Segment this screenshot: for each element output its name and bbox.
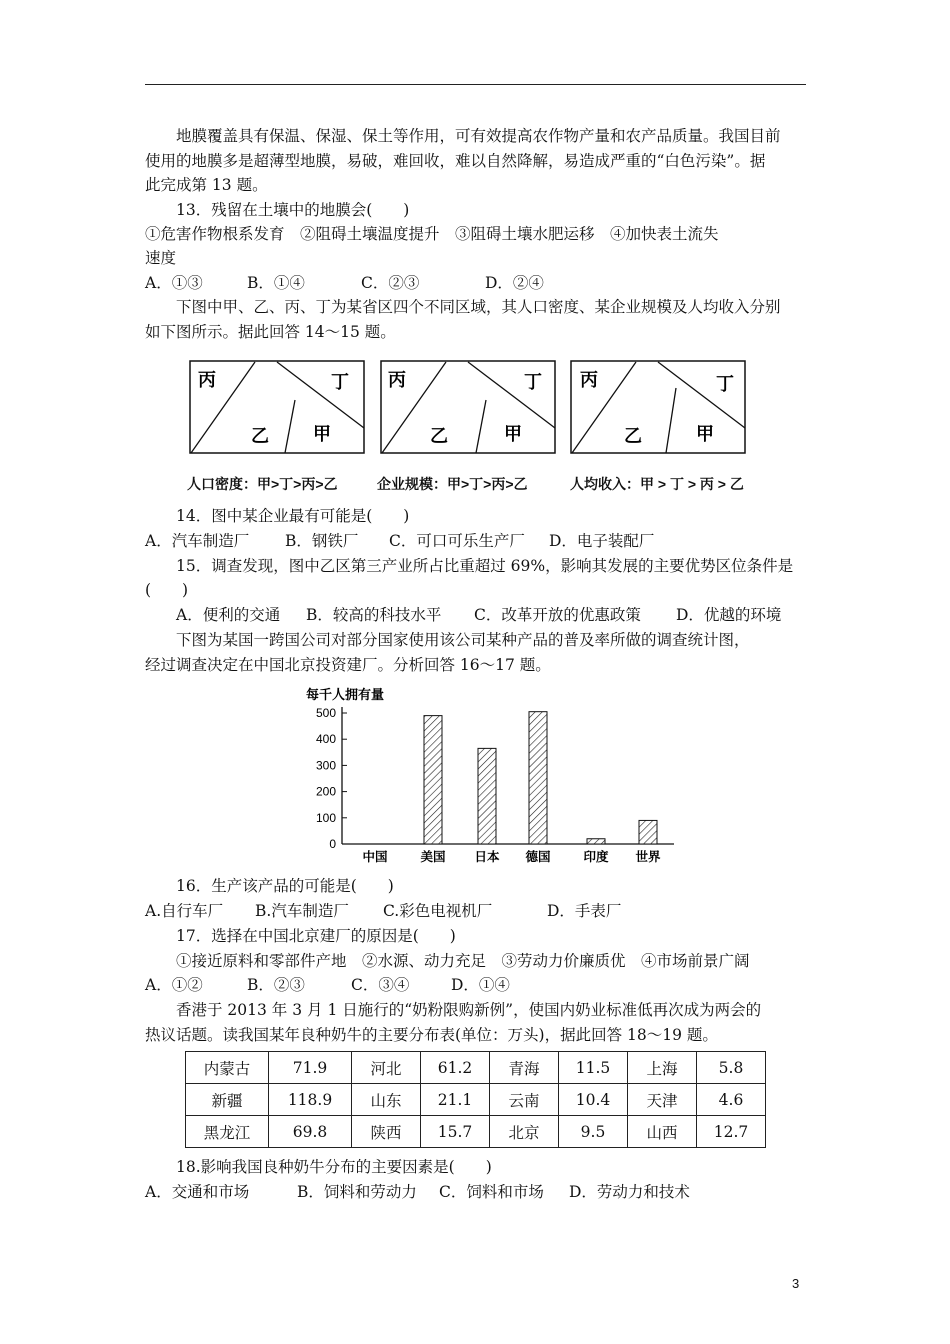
map-2-label-bing: 丙 bbox=[388, 370, 406, 390]
q13-option-a[interactable]: A．①③ bbox=[145, 274, 203, 292]
intro-18-line-1: 香港于 2013 年 3 月 1 日施行的“奶粉限购新例”，使国内奶业标准低再次成为两会的 bbox=[176, 1001, 762, 1019]
q15-option-d[interactable]: D．优越的环境 bbox=[676, 606, 782, 624]
table-cell: 118.9 bbox=[269, 1084, 352, 1116]
q13-stem: 13．残留在土壤中的地膜会( ) bbox=[176, 201, 410, 219]
q14-option-c[interactable]: C．可口可乐生产厂 bbox=[389, 532, 525, 550]
x-tick-label: 德国 bbox=[525, 850, 551, 864]
q17-stem: 17．选择在中国北京建厂的原因是( ) bbox=[176, 927, 456, 945]
q17-options bbox=[145, 975, 510, 995]
table-cell: 内蒙古 bbox=[186, 1052, 269, 1084]
x-tick-label: 美国 bbox=[420, 850, 446, 864]
chart-ylabel: 每千人拥有量 bbox=[306, 687, 385, 702]
q17-option-d[interactable]: D．①④ bbox=[451, 976, 510, 994]
table-cell: 5.8 bbox=[697, 1052, 766, 1084]
map-3-label-jia: 甲 bbox=[696, 424, 714, 444]
table-row bbox=[186, 1084, 766, 1116]
q15-stem-cont: ( ) bbox=[145, 581, 189, 599]
table-cell: 上海 bbox=[628, 1052, 697, 1084]
table-cell: 71.9 bbox=[269, 1052, 352, 1084]
q13-options bbox=[145, 273, 544, 293]
bar-印度 bbox=[587, 839, 605, 844]
q13-option-c[interactable]: C．②③ bbox=[361, 274, 420, 292]
q14-options bbox=[145, 531, 654, 551]
table-cell: 天津 bbox=[628, 1084, 697, 1116]
q18-option-a[interactable]: A．交通和市场 bbox=[145, 1183, 250, 1201]
intro-13-line-1: 地膜覆盖具有保温、保湿、保土等作用，可有效提高农作物产量和农产品质量。我国目前 bbox=[176, 127, 781, 145]
q16-option-a[interactable]: A.自行车厂 bbox=[145, 902, 224, 920]
intro-16-line-2: 经过调查决定在中国北京投资建厂。分析回答 16～17 题。 bbox=[145, 656, 551, 674]
q18-option-c[interactable]: C．饲料和市场 bbox=[439, 1183, 544, 1201]
map-2-caption: 企业规模：甲>丁>丙>乙 bbox=[377, 476, 528, 492]
intro-14-line-2: 如下图所示。据此回答 14～15 题。 bbox=[145, 323, 396, 341]
intro-13-line-3: 此完成第 13 题。 bbox=[145, 176, 268, 194]
q15-option-b[interactable]: B．较高的科技水平 bbox=[306, 606, 442, 624]
table-cell: 青海 bbox=[490, 1052, 559, 1084]
bar-世界 bbox=[639, 820, 657, 844]
x-tick-label: 世界 bbox=[635, 850, 661, 864]
x-axis-labels bbox=[362, 849, 661, 864]
y-tick-label: 400 bbox=[315, 732, 336, 747]
map-1-label-jia: 甲 bbox=[313, 424, 331, 444]
x-tick-label: 中国 bbox=[362, 850, 388, 864]
q18-options bbox=[145, 1182, 690, 1202]
map-2-label-yi: 乙 bbox=[430, 426, 448, 446]
map-3-label-ding: 丁 bbox=[716, 374, 734, 394]
bar-美国 bbox=[424, 716, 442, 844]
table-row bbox=[186, 1052, 766, 1084]
q17-choices: ①接近原料和零部件产地 ②水源、动力充足 ③劳动力价廉质优 ④市场前景广阔 bbox=[176, 952, 750, 970]
q18-option-d[interactable]: D．劳动力和技术 bbox=[569, 1183, 690, 1201]
bar-日本 bbox=[478, 748, 496, 844]
x-tick-label: 日本 bbox=[474, 850, 500, 864]
q15-option-c[interactable]: C．改革开放的优惠政策 bbox=[474, 606, 641, 624]
map-per-capita-income bbox=[570, 360, 746, 454]
q18-option-b[interactable]: B．饲料和劳动力 bbox=[297, 1183, 417, 1201]
ownership-bar-chart bbox=[300, 685, 690, 870]
intro-14-line-1: 下图中甲、乙、丙、丁为某省区四个不同区域，其人口密度、某企业规模及人均收入分别 bbox=[176, 298, 781, 316]
table-cell: 11.5 bbox=[559, 1052, 628, 1084]
table-cell: 61.2 bbox=[421, 1052, 490, 1084]
bar-德国 bbox=[529, 712, 547, 844]
table-cell: 山西 bbox=[628, 1116, 697, 1148]
table-row bbox=[186, 1116, 766, 1148]
q17-option-a[interactable]: A．①② bbox=[145, 976, 203, 994]
table-cell: 10.4 bbox=[559, 1084, 628, 1116]
table-cell: 12.7 bbox=[697, 1116, 766, 1148]
table-cell: 21.1 bbox=[421, 1084, 490, 1116]
q17-option-c[interactable]: C．③④ bbox=[351, 976, 410, 994]
q16-option-c[interactable]: C.彩色电视机厂 bbox=[383, 902, 493, 920]
table-cell: 69.8 bbox=[269, 1116, 352, 1148]
intro-18-line-2: 热议话题。读我国某年良种奶牛的主要分布表(单位：万头)，据此回答 18～19 题。 bbox=[145, 1026, 718, 1044]
q14-stem: 14．图中某企业最有可能是( ) bbox=[176, 507, 410, 525]
map-population-density bbox=[189, 360, 365, 454]
q17-option-b[interactable]: B．②③ bbox=[247, 976, 305, 994]
table-cell: 4.6 bbox=[697, 1084, 766, 1116]
q16-stem: 16．生产该产品的可能是( ) bbox=[176, 877, 394, 895]
y-tick-label: 200 bbox=[315, 784, 336, 799]
y-tick-label: 0 bbox=[329, 837, 336, 851]
y-tick-label: 300 bbox=[315, 758, 336, 773]
table-cell: 云南 bbox=[490, 1084, 559, 1116]
map-3-label-bing: 丙 bbox=[580, 370, 598, 390]
q16-option-d[interactable]: D．手表厂 bbox=[547, 902, 622, 920]
q15-option-a[interactable]: A．便利的交通 bbox=[176, 606, 281, 624]
map-3-caption: 人均收入：甲 > 丁 > 丙 > 乙 bbox=[570, 476, 744, 492]
table-cell: 山东 bbox=[352, 1084, 421, 1116]
x-tick-label: 印度 bbox=[583, 850, 609, 864]
q16-options bbox=[145, 901, 621, 921]
map-2-label-ding: 丁 bbox=[524, 372, 542, 392]
map-enterprise-scale bbox=[380, 360, 556, 454]
map-1-caption: 人口密度：甲>丁>丙>乙 bbox=[187, 476, 338, 492]
q14-option-b[interactable]: B．钢铁厂 bbox=[285, 532, 359, 550]
q18-stem: 18.影响我国良种奶牛分布的主要因素是( ) bbox=[176, 1158, 492, 1176]
table-cell: 陕西 bbox=[352, 1116, 421, 1148]
map-2-label-jia: 甲 bbox=[504, 424, 522, 444]
q15-options bbox=[176, 605, 781, 625]
q15-stem: 15．调查发现，图中乙区第三产业所占比重超过 69%，影响其发展的主要优势区位条件是 bbox=[176, 557, 794, 575]
y-tick-label: 100 bbox=[315, 810, 336, 825]
map-1-label-yi: 乙 bbox=[251, 426, 269, 446]
y-tick-label: 500 bbox=[315, 706, 336, 720]
dairy-cow-table bbox=[185, 1051, 766, 1148]
q13-choices-cont: 速度 bbox=[145, 249, 177, 267]
table-cell: 河北 bbox=[352, 1052, 421, 1084]
bars bbox=[424, 712, 657, 844]
table-cell: 黑龙江 bbox=[186, 1116, 269, 1148]
q13-choices: ①危害作物根系发育 ②阻碍土壤温度提升 ③阻碍土壤水肥运移 ④加快表土流失 bbox=[145, 225, 719, 243]
header-rule bbox=[145, 84, 806, 85]
q16-option-b[interactable]: B.汽车制造厂 bbox=[255, 902, 349, 920]
map-1-label-bing: 丙 bbox=[198, 370, 216, 390]
q14-option-d[interactable]: D．电子装配厂 bbox=[549, 532, 655, 550]
table-cell: 9.5 bbox=[559, 1116, 628, 1148]
table-cell: 15.7 bbox=[421, 1116, 490, 1148]
intro-13-line-2: 使用的地膜多是超薄型地膜，易破，难回收，难以自然降解，易造成严重的“白色污染”。据 bbox=[145, 152, 766, 170]
q14-option-a[interactable]: A．汽车制造厂 bbox=[145, 532, 250, 550]
q13-option-d[interactable]: D．②④ bbox=[485, 274, 544, 292]
intro-16-line-1: 下图为某国一跨国公司对部分国家使用该公司某种产品的普及率所做的调查统计图， bbox=[176, 631, 750, 649]
table-cell: 新疆 bbox=[186, 1084, 269, 1116]
map-1-label-ding: 丁 bbox=[331, 372, 349, 392]
page-number: 3 bbox=[792, 1276, 800, 1291]
table-cell: 北京 bbox=[490, 1116, 559, 1148]
map-3-label-yi: 乙 bbox=[624, 426, 642, 446]
q13-option-b[interactable]: B．①④ bbox=[247, 274, 305, 292]
